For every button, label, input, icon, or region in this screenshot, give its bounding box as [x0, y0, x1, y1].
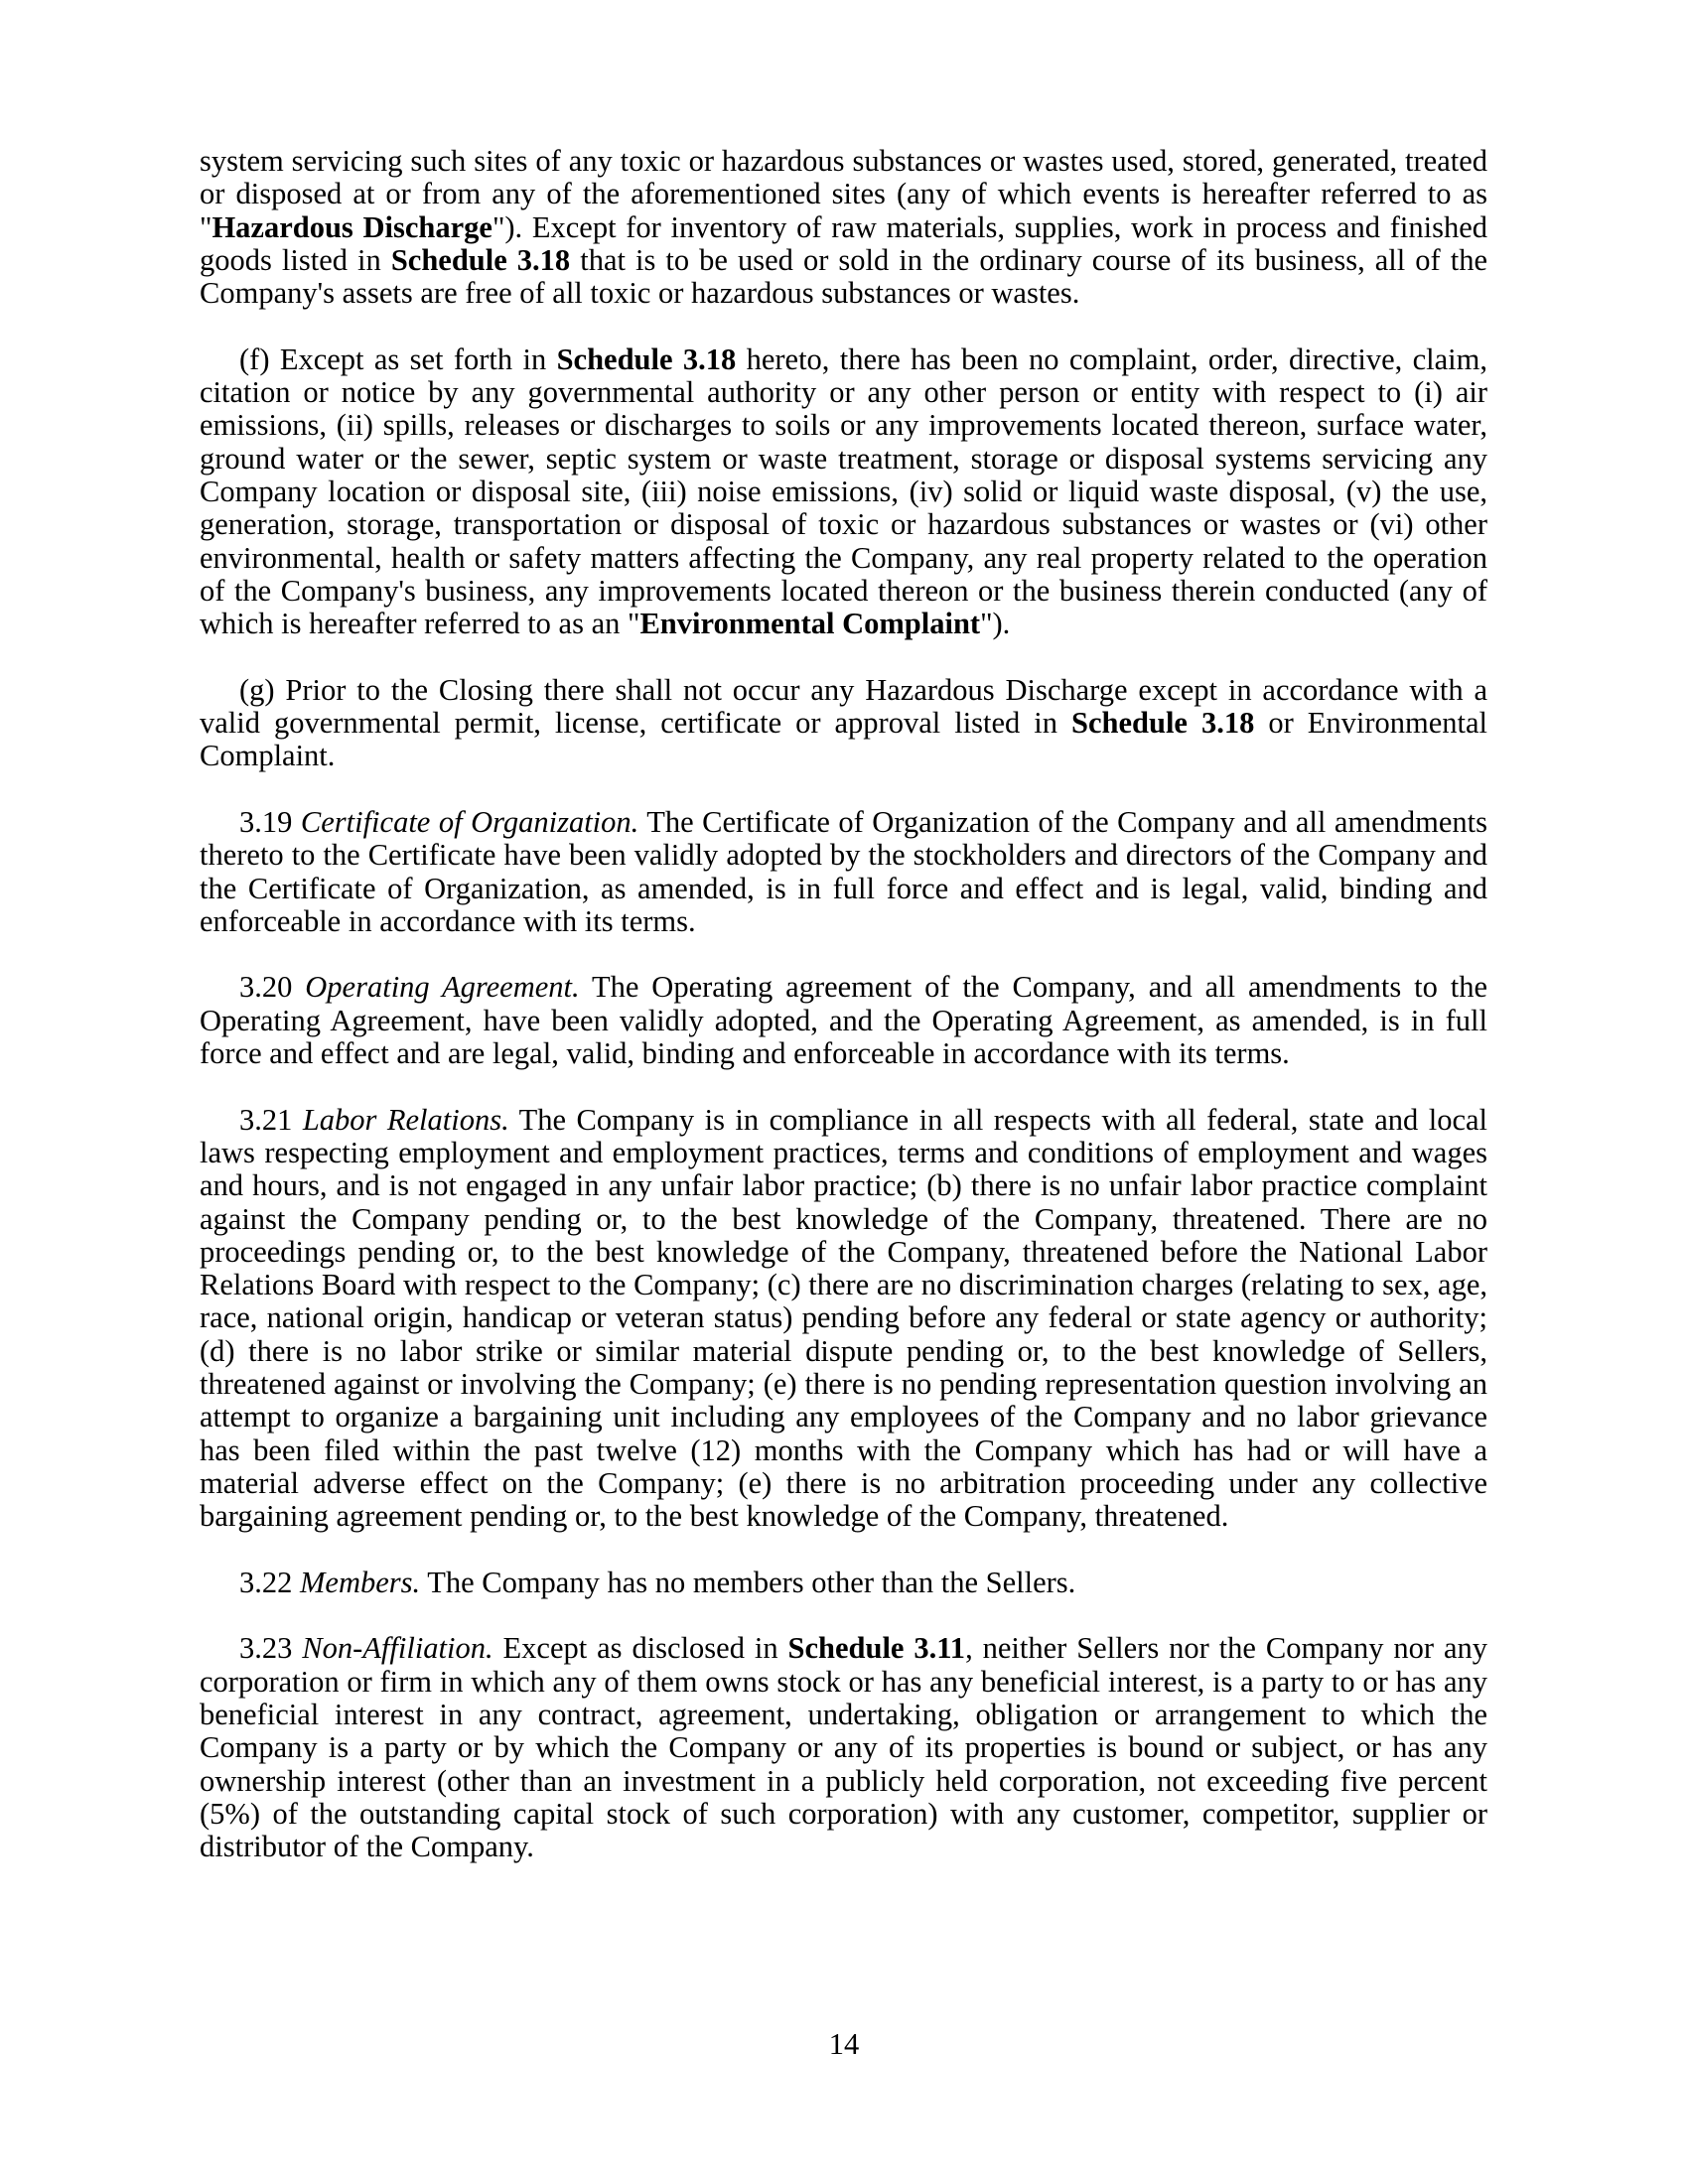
section-heading: Labor Relations.: [302, 1102, 509, 1137]
text-run: that is to be used or sold in the ordinary course of its business, all of the Company's assets are free of all toxic or hazardous substances or wastes.: [200, 242, 1487, 311]
text-run: The Company has no members other than the Sellers.: [420, 1565, 1076, 1599]
text-run: Except as disclosed in: [492, 1631, 788, 1666]
paragraph-e-continued: [200, 145, 1487, 310]
text-run: hereto, there has been no complaint, order, directive, claim, citation or notice by any governmental authority or any other person or entity with respect to (i) air emissions, (ii) spills, releases or discharges to soils or any improvements located thereon, surface water, ground water or the sewer, septic system or waste treatment, storage or disposal systems servicing any Company location or disposal site, (iii) noise emissions, (iv) solid or liquid waste disposal, (v) the use, generation, storage, transportation or disposal of toxic or hazardous substances or wastes or (vi) other environmental, health or safety matters affecting the Company, any real property related to the operation of the Company's business, any improvements located thereon or the business therein conducted (any of which is hereafter referred to as an ": [200, 341, 1487, 641]
section-3-23-non-affiliation: [200, 1632, 1487, 1863]
bold-term: Hazardous Discharge: [211, 209, 492, 244]
document-body: [200, 145, 1487, 1897]
bold-term: Schedule 3.18: [556, 341, 737, 376]
bold-term: Environmental Complaint: [639, 607, 981, 641]
paragraph-g: [200, 674, 1487, 773]
bold-term: Schedule 3.18: [1071, 706, 1255, 741]
text-run: "). Except for inventory of raw materials, supplies, work in process and finished goods listed in: [200, 209, 1487, 277]
bold-term: Schedule 3.18: [390, 242, 571, 277]
text-run: or Environmental Complaint.: [200, 706, 1488, 773]
text-run: 3.20: [239, 970, 306, 1005]
section-heading: Operating Agreement.: [305, 970, 580, 1005]
text-run: The Operating agreement of the Company, and all amendments to the Operating Agreement, have been validly adopted, and the Operating Agreement, as amended, is in full force and effect and are legal, valid, binding and enforceable in accordance with its terms.: [200, 970, 1487, 1071]
text-run: , neither Sellers nor the Company nor any corporation or firm in which any of them owns stock or has any beneficial interest, is a party to or has any beneficial interest in any contract, agreement, undertaking, obligation or arrangement to which the Company is a party or by which the Company or any of its properties is bound or subject, or has any ownership interest (other than an investment in a publicly held corporation, not exceeding five percent (5%) of the outstanding capital stock of such corporation) with any customer, competitor, supplier or distributor of the Company.: [200, 1631, 1487, 1864]
paragraph-f: [200, 343, 1487, 641]
text-run: ").: [980, 607, 1011, 641]
text-run: 3.23: [239, 1631, 303, 1666]
text-run: 3.19: [239, 804, 301, 839]
section-3-19-certificate-of-organization: [200, 806, 1487, 938]
text-run: (g) Prior to the Closing there shall not occur any Hazardous Discharge except in accordance with a valid governmental permit, license, certificate or approval listed in: [200, 672, 1487, 741]
section-heading: Members.: [300, 1565, 421, 1599]
section-3-21-labor-relations: [200, 1104, 1487, 1534]
bold-term: Schedule 3.11: [787, 1631, 966, 1666]
text-run: The Company is in compliance in all respects with all federal, state and local laws respecting employment and employment practices, terms and conditions of employment and wages and hours, and is not engaged in any unfair labor practice; (b) there is no unfair labor practice complaint against the Company pending or, to the best knowledge of the Company, threatened. There are no proceedings pending or, to the best knowledge of the Company, threatened before the National Labor Relations Board with respect to the Company; (c) there are no discrimination charges (relating to sex, age, race, national origin, handicap or veteran status) pending before any federal or state agency or authority; (d) there is no labor strike or similar material dispute pending or, to the best knowledge of Sellers, threatened against or involving the Company; (e) there is no pending representation question involving an attempt to organize a bargaining unit including any employees of the Company and no labor grievance has been filed within the past twelve (12) months with the Company which has had or will have a material adverse effect on the Company; (e) there is no arbitration proceeding under any collective bargaining agreement pending or, to the best knowledge of the Company, threatened.: [200, 1102, 1487, 1534]
text-run: (f) Except as set forth in: [239, 341, 557, 376]
section-3-20-operating-agreement: [200, 971, 1487, 1070]
section-3-22-members: [200, 1567, 1487, 1599]
page-number: 14: [828, 2027, 860, 2061]
text-run: system servicing such sites of any toxic or hazardous substances or wastes used, stored, generated, treated or disposed at or from any of the aforementioned sites (any of which events is hereafter referred to as ": [200, 144, 1487, 244]
section-heading: Certificate of Organization.: [300, 804, 639, 839]
text-run: 3.22: [239, 1565, 300, 1599]
section-heading: Non-Affiliation.: [302, 1631, 493, 1666]
text-run: The Certificate of Organization of the Company and all amendments thereto to the Certificate have been validly adopted by the stockholders and directors of the Company and the Certificate of Organization, as amended, is in full force and effect and is legal, valid, binding and enforceable in accordance with its terms.: [200, 804, 1487, 938]
text-run: 3.21: [239, 1102, 303, 1137]
